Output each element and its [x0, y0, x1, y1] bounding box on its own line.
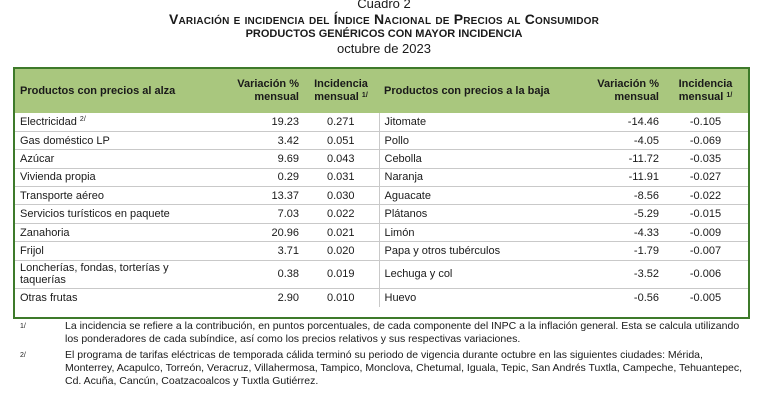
down-incidence-cell: -0.069	[689, 134, 722, 147]
down-product-cell: Jitomate	[379, 113, 563, 131]
down-incidence-cell: -0.022	[689, 189, 722, 202]
up-variation-cell: 20.96	[271, 226, 299, 239]
header-down-products: Productos con precios a la baja	[384, 84, 550, 97]
up-variation-cell: 9.69	[277, 152, 299, 165]
footnote-text: La incidencia se refiere a la contribución, en puntos porcentuales, de cada componente del INPC a la inflación general. Esta se calcula utilizando los ponderadores de cada subíndice, así como los precios relativos y sus respectivas variaciones.	[65, 320, 740, 345]
table-row	[15, 187, 748, 205]
price-table-frame	[13, 67, 750, 319]
up-incidence-cell: 0.031	[326, 171, 355, 184]
down-product-cell: Naranja	[379, 168, 563, 186]
table-row	[15, 288, 748, 306]
down-variation-cell: -1.79	[633, 244, 659, 257]
up-incidence-cell: 0.271	[326, 115, 355, 128]
header-up-incidence: Incidencia mensual $^{1/}$	[314, 78, 368, 103]
footnotes	[20, 320, 755, 391]
table-row	[15, 113, 748, 131]
header-up-products: Productos con precios al alza	[20, 84, 176, 97]
up-product-cell: Gas doméstico LP	[20, 134, 110, 147]
table-row	[15, 242, 748, 260]
down-incidence-cell: -0.007	[689, 244, 722, 257]
up-incidence-cell: 0.020	[326, 244, 355, 257]
up-product-cell: Servicios turísticos en paquete	[20, 208, 170, 221]
table-title: Variación e incidencia del Índice Nacional de Precios al Consumidor	[168, 11, 600, 27]
down-product-cell: Plátanos	[379, 205, 563, 223]
down-product-cell: Limón	[379, 223, 563, 241]
footnote-1	[20, 320, 755, 346]
table-header-row	[15, 69, 748, 113]
down-product-cell: Papa y otros tubérculos	[379, 242, 563, 260]
up-variation-cell: 7.03	[277, 208, 299, 221]
down-variation-cell: -4.05	[633, 134, 659, 147]
down-product-cell: Cebolla	[379, 150, 563, 168]
table-subtitle: PRODUCTOS GENÉRICOS CON MAYOR INCIDENCIA	[245, 28, 523, 40]
down-incidence-cell: -0.005	[689, 291, 722, 304]
footnote-mark: 1/	[726, 92, 733, 99]
down-variation-cell: -0.56	[633, 291, 659, 304]
down-incidence-cell: -0.006	[689, 268, 722, 281]
footnote-2	[20, 349, 755, 388]
table-row	[15, 205, 748, 223]
footnote-mark: 2/	[20, 352, 26, 359]
table-row	[15, 131, 748, 149]
footnote-text: El programa de tarifas eléctricas de temporada cálida terminó su periodo de vigencia durante octubre en las siguientes ciudades: Mérida, Monterrey, Acapulco, Torreón, Veracruz, Villahermosa, Tampico, Monclova, Chetumal, Iguala, Tepic, San Andrés Tuxtla, Campeche, Tehuantepec, Cd. Acuña, Cancún, Coatzacoalcos y Tuxtla Gutiérrez.	[65, 349, 743, 387]
down-product-cell: Huevo	[379, 288, 563, 306]
table-period: octubre de 2023	[337, 41, 431, 56]
up-incidence-cell: 0.022	[326, 208, 355, 221]
down-product-cell: Lechuga y col	[379, 260, 563, 288]
up-incidence-cell: 0.019	[326, 268, 355, 281]
up-product-cell: Frijol	[20, 244, 44, 257]
up-product-cell: Zanahoria	[20, 226, 70, 239]
up-product-cell: Otras frutas	[20, 291, 78, 304]
footnote-mark: 2/	[79, 115, 86, 123]
up-incidence-cell: 0.043	[326, 152, 355, 165]
up-product-cell: Azúcar	[20, 152, 55, 165]
price-table	[15, 69, 748, 307]
down-incidence-cell: -0.035	[689, 152, 722, 165]
down-product-cell: Aguacate	[379, 187, 563, 205]
up-variation-cell: 19.23	[271, 115, 299, 128]
header-down-incidence: Incidencia mensual $^{1/}$	[678, 78, 733, 103]
footnote-mark: 1/	[20, 323, 26, 330]
down-variation-cell: -14.46	[627, 115, 659, 128]
up-variation-cell: 13.37	[271, 189, 299, 202]
header-up-variation: Variación % mensual	[237, 78, 299, 103]
down-incidence-cell: -0.105	[689, 115, 722, 128]
up-variation-cell: 3.42	[277, 134, 299, 147]
table-row	[15, 168, 748, 186]
up-incidence-cell: 0.010	[326, 291, 355, 304]
down-variation-cell: -8.56	[633, 189, 659, 202]
up-variation-cell: 2.90	[277, 291, 299, 304]
caption: Cuadro 2	[357, 0, 411, 11]
up-incidence-cell: 0.051	[326, 134, 355, 147]
up-product-cell: Loncherías, fondas, torterías y taquerías	[20, 262, 169, 287]
up-incidence-cell: 0.030	[326, 189, 355, 202]
table-heading	[0, 0, 768, 56]
header-down-variation: Variación % mensual	[597, 78, 659, 103]
up-variation-cell: 0.29	[277, 171, 299, 184]
down-variation-cell: -11.72	[628, 152, 659, 165]
footnote-mark: 1/	[361, 92, 368, 99]
table-row	[15, 223, 748, 241]
up-variation-cell: 0.38	[277, 268, 299, 281]
down-incidence-cell: -0.009	[689, 226, 722, 239]
down-variation-cell: -4.33	[633, 226, 659, 239]
down-incidence-cell: -0.015	[689, 208, 722, 221]
table-row	[15, 150, 748, 168]
up-incidence-cell: 0.021	[326, 226, 355, 239]
up-product-cell: Transporte aéreo	[20, 189, 104, 202]
up-variation-cell: 3.71	[277, 244, 299, 257]
up-product-cell: Electricidad $^{2/}$	[20, 115, 86, 128]
down-variation-cell: -3.52	[633, 268, 659, 281]
table-row	[15, 260, 748, 288]
down-variation-cell: -5.29	[633, 208, 659, 221]
down-product-cell: Pollo	[379, 131, 563, 149]
up-product-cell: Vivienda propia	[20, 171, 96, 184]
down-variation-cell: -11.91	[628, 171, 659, 184]
down-incidence-cell: -0.027	[689, 171, 722, 184]
